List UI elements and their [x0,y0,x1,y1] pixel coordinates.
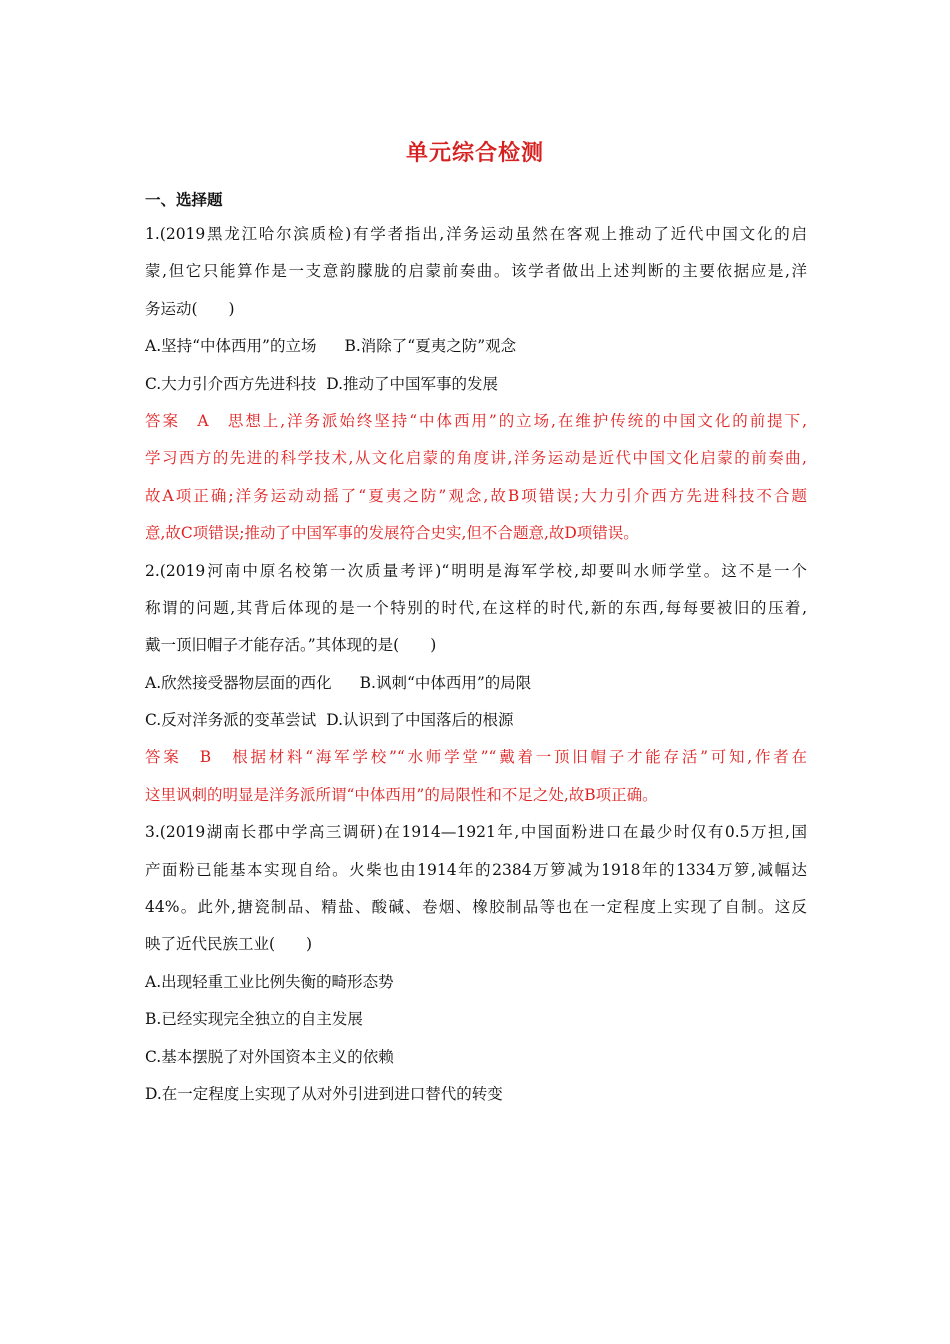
question-2-line: 2.(2019河南中原名校第一次质量考评)“明明是海军学校,却要叫水师学堂。这不是一个 [145,561,807,580]
question-1 [145,216,807,553]
answer-1-line: 答案 A 思想上,洋务派始终坚持“中体西用”的立场,在维护传统的中国文化的前提下, [145,411,807,430]
option-d: D.推动了中国军事的发展 [326,374,499,393]
question-1-line: 1.(2019黑龙江哈尔滨质检)有学者指出,洋务运动虽然在客观上推动了近代中国文化的启 [145,225,807,243]
question-3-line: 映了近代民族工业( ) [145,935,313,954]
answer-1-line: 故A项正确;洋务运动动摇了“夏夷之防”观念,故B项错误;大力引介西方先进科技不合题 [145,486,807,505]
option-a: A.欣然接受器物层面的西化 [145,673,332,692]
option-b: B.讽刺“中体西用”的局限 [359,673,532,692]
option-a: A.出现轻重工业比例失衡的畸形态势 [145,972,394,991]
question-1-options-cd [145,366,807,403]
question-3-line: 3.(2019湖南长郡中学高三调研)在1914—1921年,中国面粉进口在最少时仅有0.5万担,国 [145,823,807,842]
question-3-line: 产面粉已能基本实现自给。火柴也由1914年的2384万箩减为1918年的1334万箩,减幅达 [145,860,807,879]
option-b: B.消除了“夏夷之防”观念 [344,337,517,356]
section-heading: 一、选择题 [145,191,223,209]
option-a: A.坚持“中体西用”的立场 [145,337,317,356]
option-d: D.认识到了中国落后的根源 [326,711,514,730]
option-b: B.已经实现完全独立的自主发展 [145,1010,363,1029]
answer-1-line: 学习西方的先进的科学技术,从文化启蒙的角度讲,洋务运动是近代中国文化启蒙的前奏曲, [145,449,807,468]
question-1-line: 务运动( ) [145,299,235,318]
page-title: 单元综合检测 [405,141,544,166]
option-c: C.基本摆脱了对外国资本主义的依赖 [145,1047,394,1066]
answer-1-line: 意,故C项错误;推动了中国军事的发展符合史实,但不合题意,故D项错误。 [145,524,639,543]
answer-2-line: 答案 B 根据材料“海军学校”“水师学堂”“戴着一顶旧帽子才能存活”可知,作者在 [145,748,807,767]
answer-2-line: 这里讽刺的明显是洋务派所谓“中体西用”的局限性和不足之处,故B项正确。 [145,785,658,804]
question-2-options-cd [145,702,807,739]
question-2 [145,553,807,815]
document-body [145,184,807,1113]
option-c: C.反对洋务派的变革尝试 [145,711,317,730]
question-2-line: 戴一顶旧帽子才能存活。”其体现的是( ) [145,636,437,655]
question-3-line: 44%。此外,搪瓷制品、精盐、酸碱、卷烟、橡胶制品等也在一定程度上实现了自制。这反 [145,898,807,917]
option-c: C.大力引介西方先进科技 [145,374,317,393]
question-3 [145,814,807,1113]
question-2-line: 称谓的问题,其背后体现的是一个特别的时代,在这样的时代,新的东西,每每要被旧的压着, [145,598,807,617]
question-1-line: 蒙,但它只能算作是一支意韵朦胧的启蒙前奏曲。该学者做出上述判断的主要依据应是,洋 [145,262,807,281]
question-1-options-ab [145,328,807,365]
question-2-options-ab [145,665,807,702]
option-d: D.在一定程度上实现了从对外引进到进口替代的转变 [145,1084,503,1103]
